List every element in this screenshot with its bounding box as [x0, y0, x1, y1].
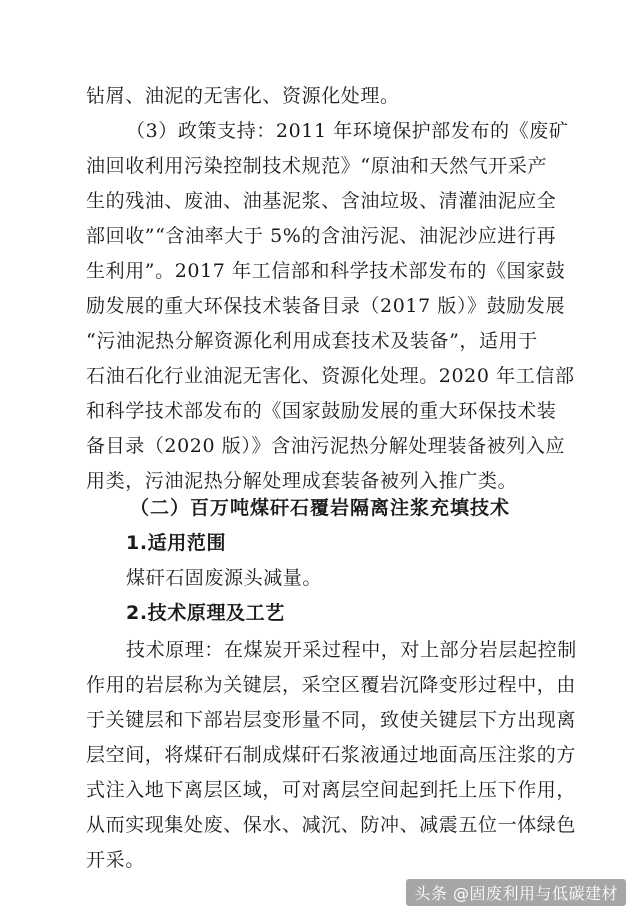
- paragraph-line: “污油泥热分解资源化利用成套技术及装备”，适用于: [86, 330, 538, 352]
- paragraph-line: 备目录（2020 版）》含油污泥热分解处理装备被列入应: [86, 435, 566, 457]
- paragraph-line: 作用的岩层称为关键层，采空区覆岩沉降变形过程中，由: [86, 674, 577, 696]
- subsection-title: 1.适用范围: [126, 532, 227, 554]
- paragraph-line: 于关键层和下部岩层变形量不同，致使关键层下方出现离: [86, 709, 577, 731]
- paragraph-line: 部回收”“含油率大于 5%的含油污泥、油泥沙应进行再: [86, 225, 557, 247]
- paragraph-line: 石油石化行业油泥无害化、资源化处理。2020 年工信部: [86, 365, 575, 387]
- section-heading: （二）百万吨煤矸石覆岩隔离注浆充填技术: [129, 497, 510, 519]
- paragraph-line: 励发展的重大环保技术装备目录（2017 版）》鼓励发展: [86, 295, 566, 317]
- paragraph-line: 式注入地下离层区域，可对离层空间起到托上压下作用，: [86, 779, 577, 801]
- paragraph-line: 用类，污油泥热分解处理成套装备被列入推广类。: [86, 470, 518, 492]
- paragraph-line: 技术原理：在煤炭开采过程中，对上部分岩层起控制: [126, 639, 577, 661]
- paragraph-line: 层空间，将煤矸石制成煤矸石浆液通过地面高压注浆的方: [86, 744, 577, 766]
- paragraph-line: 和科学技术部发布的《国家鼓励发展的重大环保技术装: [86, 400, 557, 422]
- paragraph-line: 从而实现集处废、保水、减沉、防冲、减震五位一体绿色: [86, 814, 577, 836]
- paragraph-line: 生利用”。2017 年工信部和科学技术部发布的《国家鼓: [86, 260, 566, 282]
- subsection-title: 2.技术原理及工艺: [126, 602, 285, 624]
- paragraph-line: 钻屑、油泥的无害化、资源化处理。: [86, 85, 400, 107]
- paragraph-line: 生的残油、废油、油基泥浆、含油垃圾、清灌油泥应全: [86, 190, 557, 212]
- paragraph-line: （3）政策支持：2011 年环境保护部发布的《废矿: [126, 120, 569, 142]
- paragraph-line: 开采。: [86, 849, 145, 871]
- paragraph-line: 油回收利用污染控制技术规范》“原油和天然气开采产: [86, 155, 548, 177]
- source-watermark: 头条 @固废利用与低碳建材: [406, 879, 626, 906]
- paragraph-line: 煤矸石固废源头减量。: [126, 567, 323, 589]
